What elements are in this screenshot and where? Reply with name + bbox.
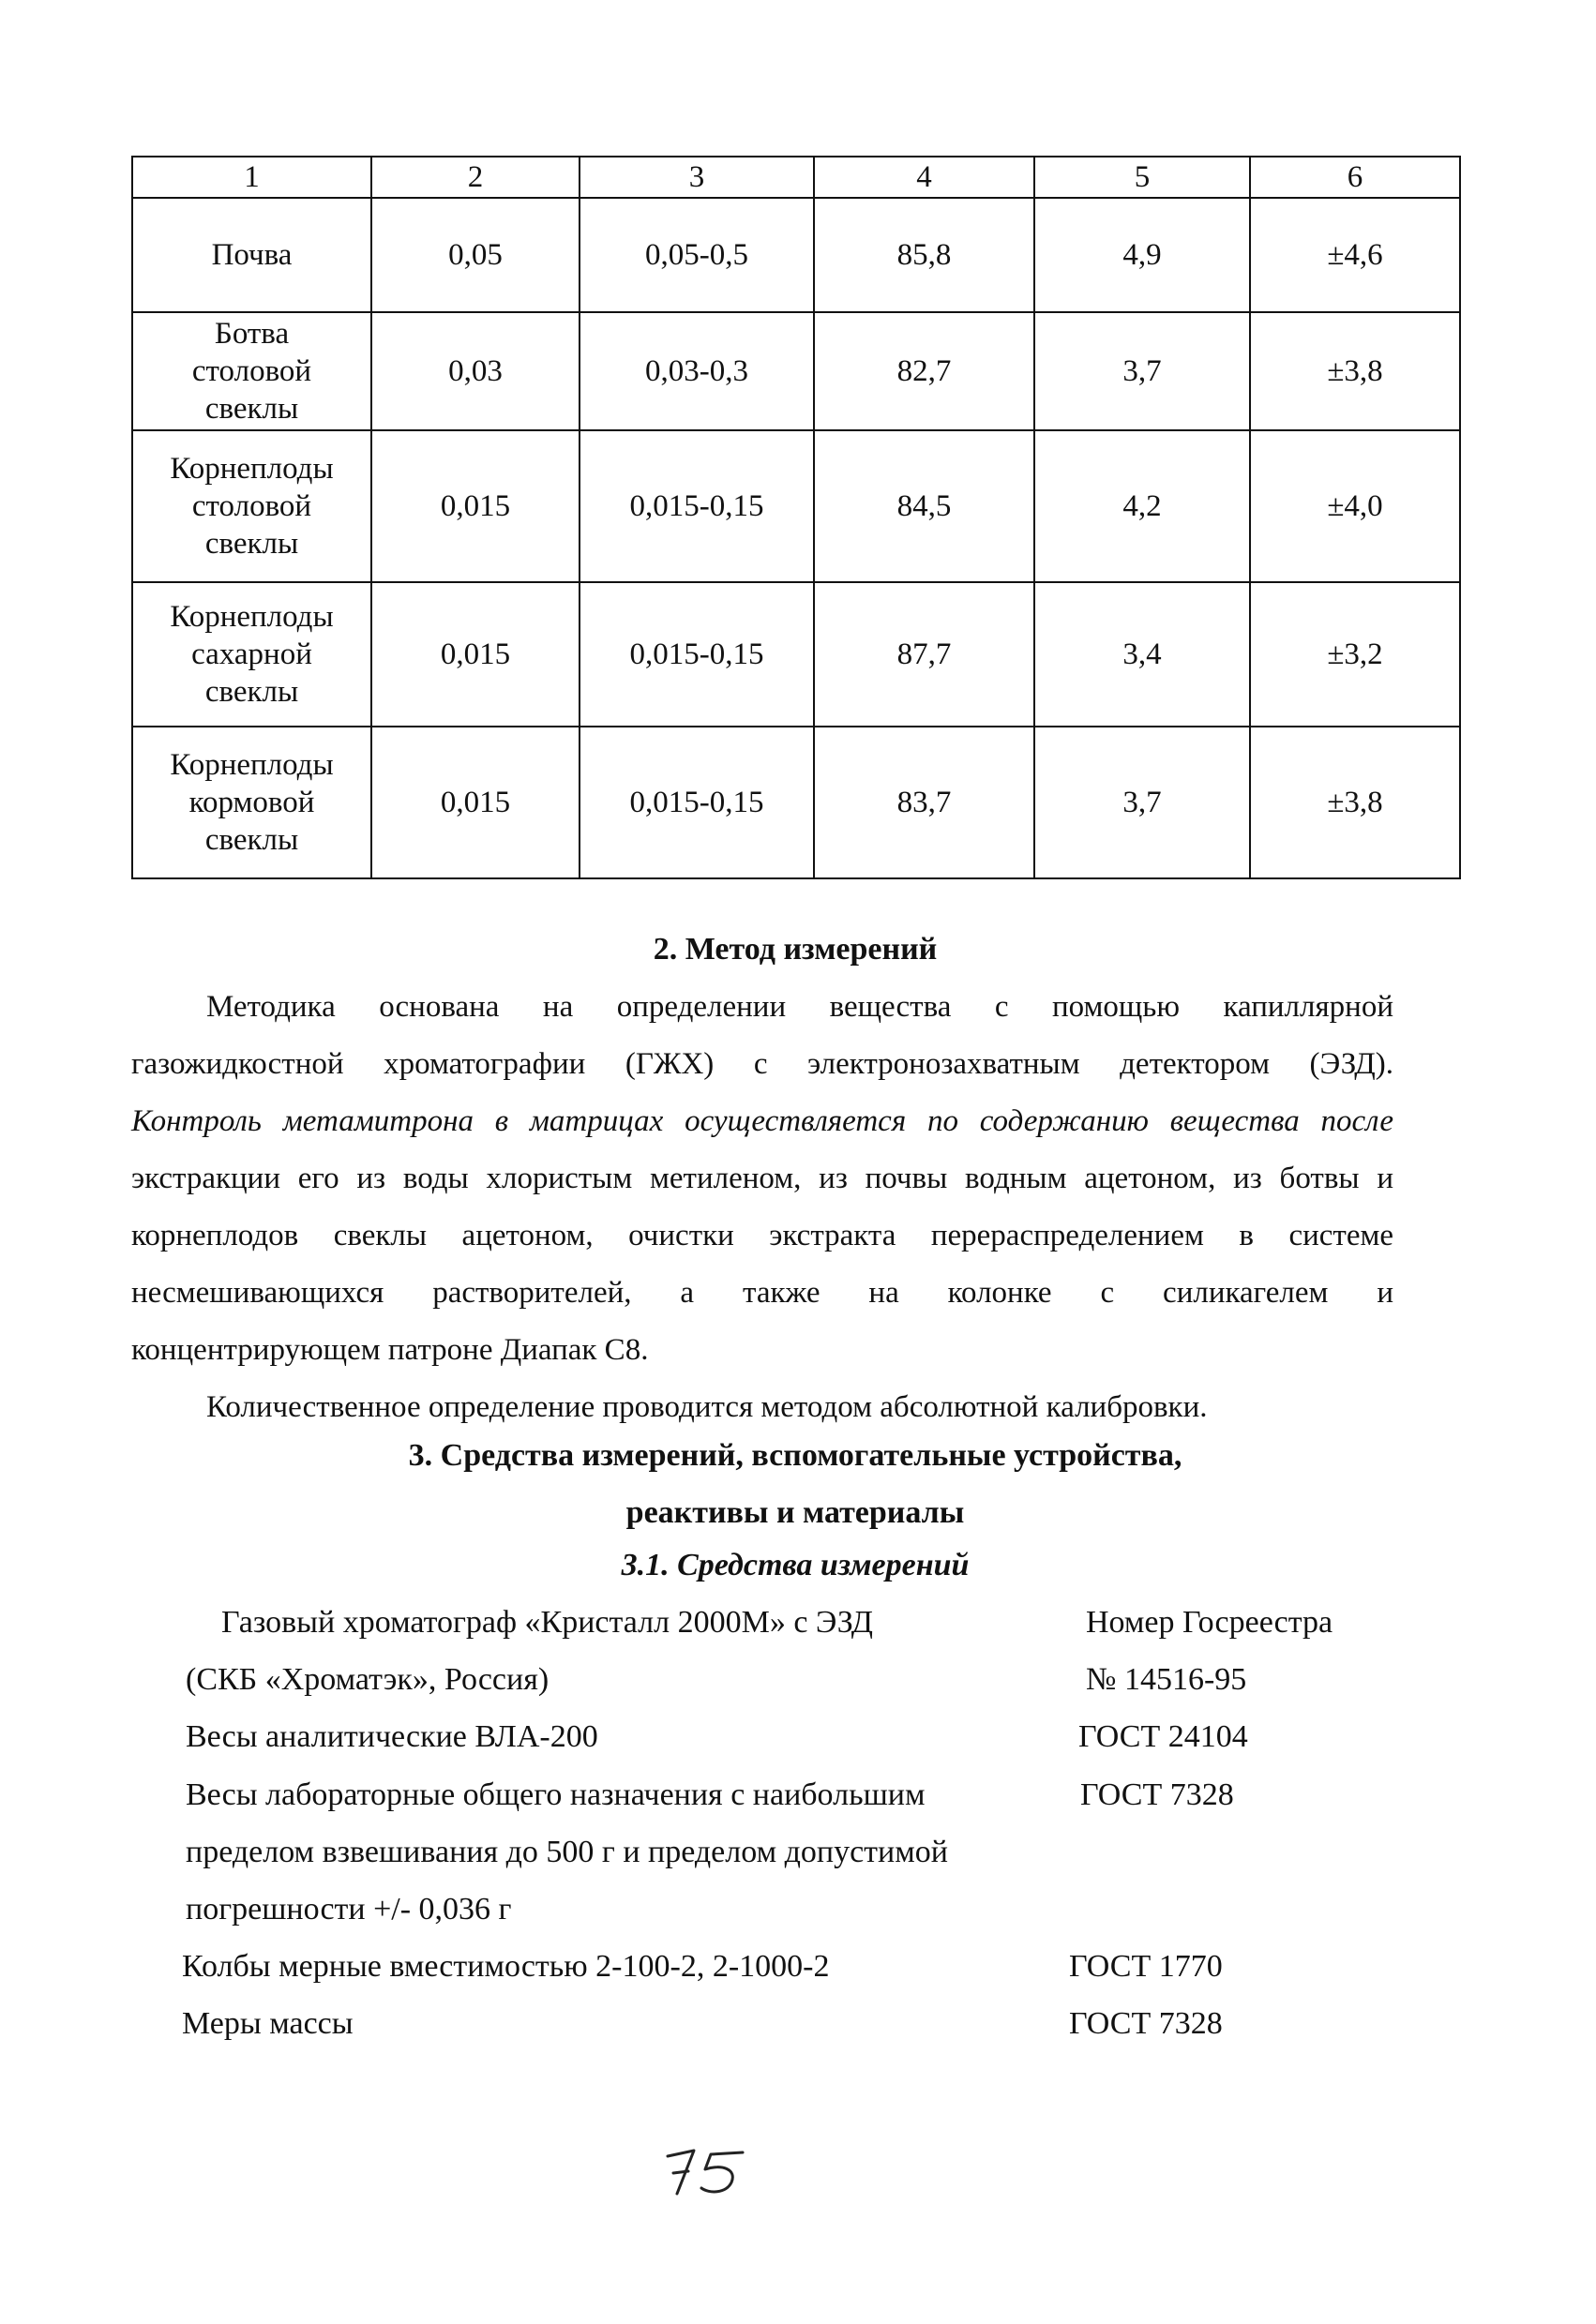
table-cell: 0,05-0,5 xyxy=(580,198,814,312)
table-row xyxy=(132,312,1460,430)
text-line: газожидкостной хроматографии (ГЖХ) с электронозахватным детектором (ЭЗД). xyxy=(131,1047,1393,1081)
section-3-title-cont: реактивы и материалы xyxy=(625,1495,965,1530)
matrix-cell: Почва xyxy=(132,198,371,312)
table-cell: 0,015 xyxy=(371,430,580,582)
table-cell: 4,9 xyxy=(1034,198,1250,312)
table-header-row xyxy=(132,157,1460,198)
col-header: 1 xyxy=(132,157,371,198)
table-cell: ±3,2 xyxy=(1250,582,1460,727)
instrument-ref: ГОСТ 1770 xyxy=(1069,1949,1223,1984)
table-cell: 87,7 xyxy=(814,582,1034,727)
table-cell: ±3,8 xyxy=(1250,727,1460,878)
instrument-ref: ГОСТ 24104 xyxy=(1078,1719,1248,1754)
instrument-ref: ГОСТ 7328 xyxy=(1080,1777,1234,1812)
table-cell: 0,015-0,15 xyxy=(580,430,814,582)
table-cell: ±4,6 xyxy=(1250,198,1460,312)
instrument-line: Весы аналитические ВЛА-200 xyxy=(186,1719,598,1754)
table-cell: 3,4 xyxy=(1034,582,1250,727)
matrix-cell: Корнеплоды кормовой свеклы xyxy=(132,727,371,878)
col-header: 4 xyxy=(814,157,1034,198)
table-row xyxy=(132,582,1460,727)
section-2-title: 2. Метод измерений xyxy=(653,932,938,967)
table-cell: 3,7 xyxy=(1034,312,1250,430)
text-line xyxy=(131,1093,1393,1150)
instrument-line: Газовый хроматограф «Кристалл 2000М» с ЭЗД xyxy=(221,1605,873,1640)
table-cell: 0,015 xyxy=(371,727,580,878)
instrument-line: Меры массы xyxy=(182,2006,354,2041)
matrix-cell: Корнеплоды сахарной свеклы xyxy=(132,582,371,727)
text-line: корнеплодов свеклы ацетоном, очистки экстракта перераспределением в системе xyxy=(131,1219,1393,1252)
table-cell: ±4,0 xyxy=(1250,430,1460,582)
section-3-title: 3. Средства измерений, вспомогательные устройства, xyxy=(408,1438,1182,1473)
table-cell: 0,015-0,15 xyxy=(580,582,814,727)
table-cell: 83,7 xyxy=(814,727,1034,878)
table-cell: 3,7 xyxy=(1034,727,1250,878)
table-row xyxy=(132,430,1460,582)
table-cell: ±3,8 xyxy=(1250,312,1460,430)
col-header: 6 xyxy=(1250,157,1460,198)
table-cell: 85,8 xyxy=(814,198,1034,312)
section-3-1-subtitle: 3.1. Средства измерений xyxy=(621,1548,970,1582)
col-header: 3 xyxy=(580,157,814,198)
results-table xyxy=(131,156,1461,879)
table-cell: 84,5 xyxy=(814,430,1034,582)
table-cell: 0,015-0,15 xyxy=(580,727,814,878)
table-cell: 0,05 xyxy=(371,198,580,312)
text-line: Методика основана на определении вещества с помощью капиллярной xyxy=(206,990,1393,1024)
table-cell: 4,2 xyxy=(1034,430,1250,582)
table-cell: 0,015 xyxy=(371,582,580,727)
instrument-line: Весы лабораторные общего назначения с наибольшим xyxy=(186,1777,926,1812)
col-header: 2 xyxy=(371,157,580,198)
text-line: концентрирующем патроне Диапак С8. xyxy=(131,1333,649,1367)
table-row xyxy=(132,198,1460,312)
table-cell: 0,03-0,3 xyxy=(580,312,814,430)
section-2-text xyxy=(131,979,1393,1436)
instrument-ref: № 14516-95 xyxy=(1086,1662,1247,1697)
text-line: экстракции его из воды хлористым метиленом, из почвы водным ацетоном, из ботвы и xyxy=(131,1162,1393,1195)
col-header: 5 xyxy=(1034,157,1250,198)
instrument-line: погрешности +/- 0,036 г xyxy=(186,1892,512,1927)
italic-text: Контроль метамитрона в матрицах осуществляется по содержанию вещества после xyxy=(131,1104,1393,1138)
text-line: несмешивающихся растворителей, а также на колонке с силикагелем и xyxy=(131,1276,1393,1310)
instrument-line: (СКБ «Хроматэк», Россия) xyxy=(186,1662,550,1697)
matrix-cell: Ботва столовой свеклы xyxy=(132,312,371,430)
instrument-line: пределом взвешивания до 500 г и пределом допустимой xyxy=(186,1835,948,1869)
matrix-cell: Корнеплоды столовой свеклы xyxy=(132,430,371,582)
text-line: Количественное определение проводится методом абсолютной калибровки. xyxy=(206,1390,1208,1424)
table-cell: 0,03 xyxy=(371,312,580,430)
instrument-ref: Номер Госреестра xyxy=(1086,1605,1333,1640)
instrument-line: Колбы мерные вместимостью 2-100-2, 2-1000-2 xyxy=(182,1949,830,1984)
table-row xyxy=(132,727,1460,878)
table-cell: 82,7 xyxy=(814,312,1034,430)
handwritten-page-number xyxy=(656,2137,760,2203)
instrument-ref: ГОСТ 7328 xyxy=(1069,2006,1223,2041)
